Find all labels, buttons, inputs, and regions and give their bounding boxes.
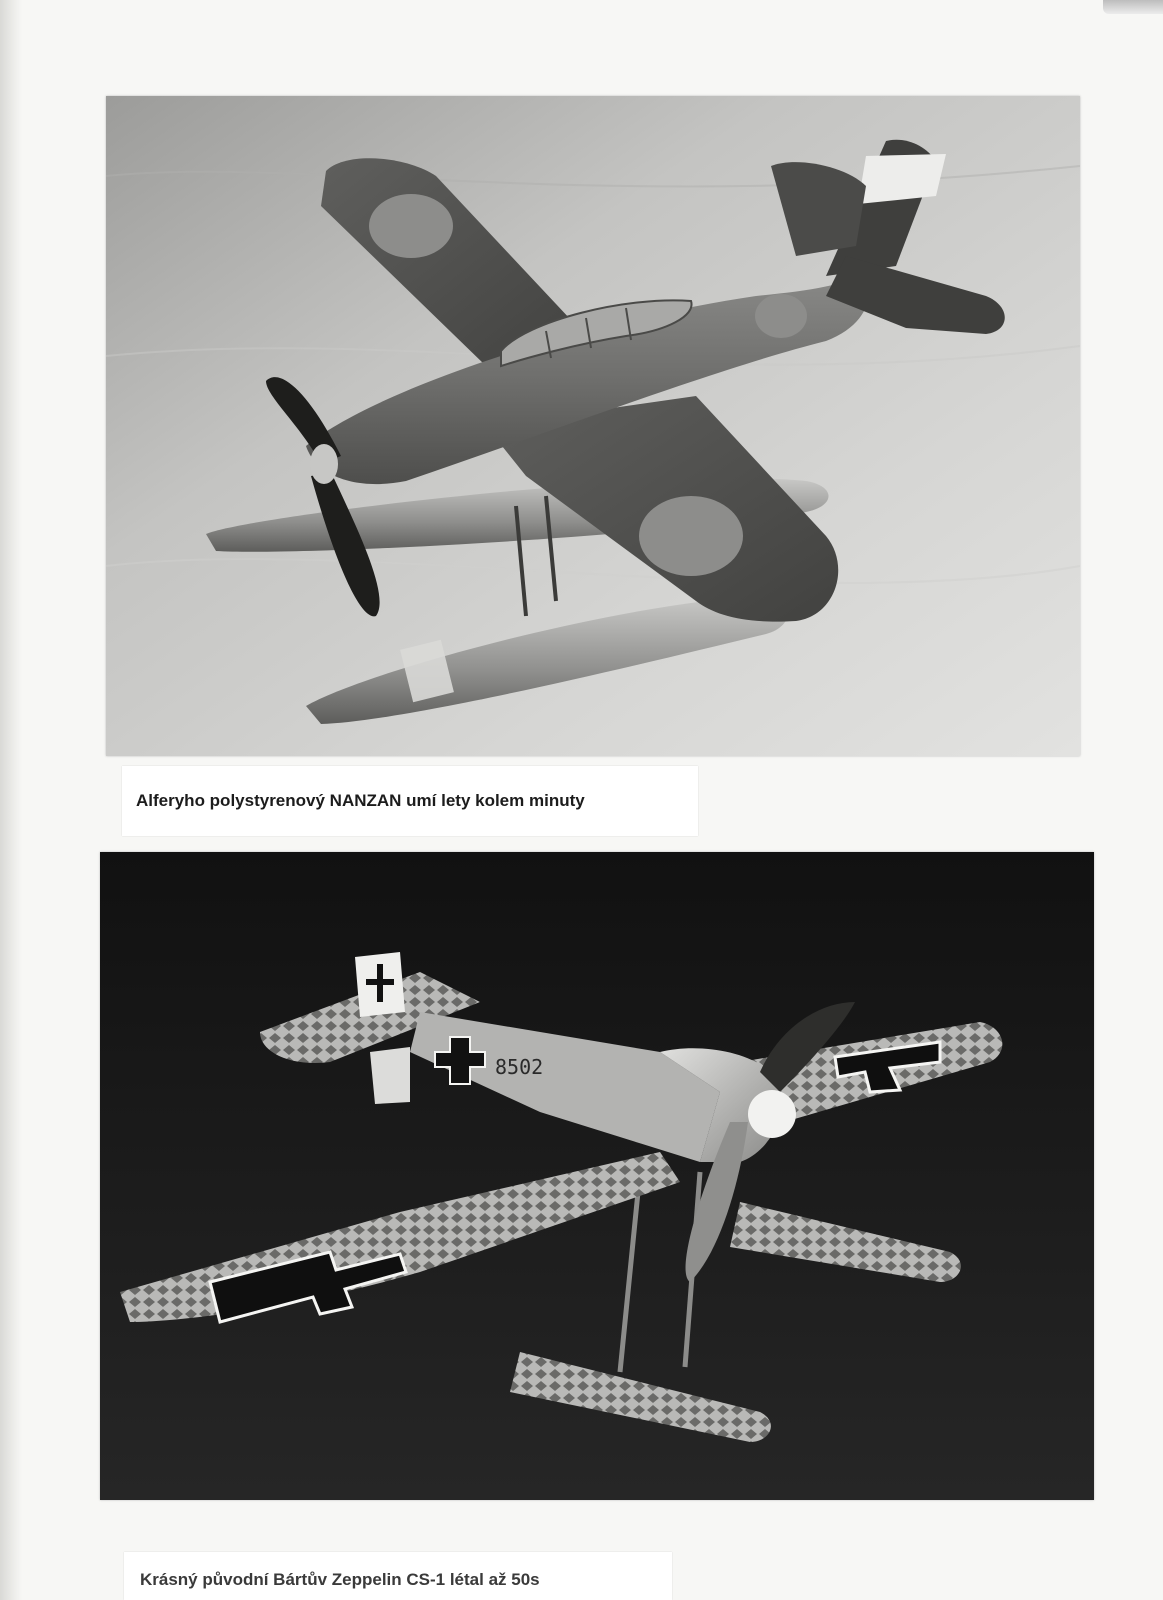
caption-zeppelin	[124, 1552, 672, 1600]
fuselage-serial: 8502	[495, 1055, 544, 1079]
photo-zeppelin-model	[100, 852, 1094, 1500]
caption-nanzan	[122, 766, 698, 836]
spinner	[748, 1090, 796, 1138]
scan-corner-mark	[1103, 0, 1163, 14]
caption-zeppelin-text: Krásný původní Bártův Zeppelin CS-1 létal až 50s	[140, 1570, 540, 1589]
fuselage-roundel	[755, 294, 807, 338]
photo-nanzan-model	[106, 96, 1080, 756]
wing-roundel	[639, 496, 743, 576]
zeppelin-photo-image	[100, 852, 1094, 1500]
scan-page-edge	[0, 0, 22, 1600]
spinner	[310, 444, 338, 484]
nanzan-photo-image	[106, 96, 1080, 756]
caption-nanzan-text: Alferyho polystyrenový NANZAN umí lety kolem minuty	[136, 791, 585, 810]
wing-roundel	[369, 194, 453, 258]
